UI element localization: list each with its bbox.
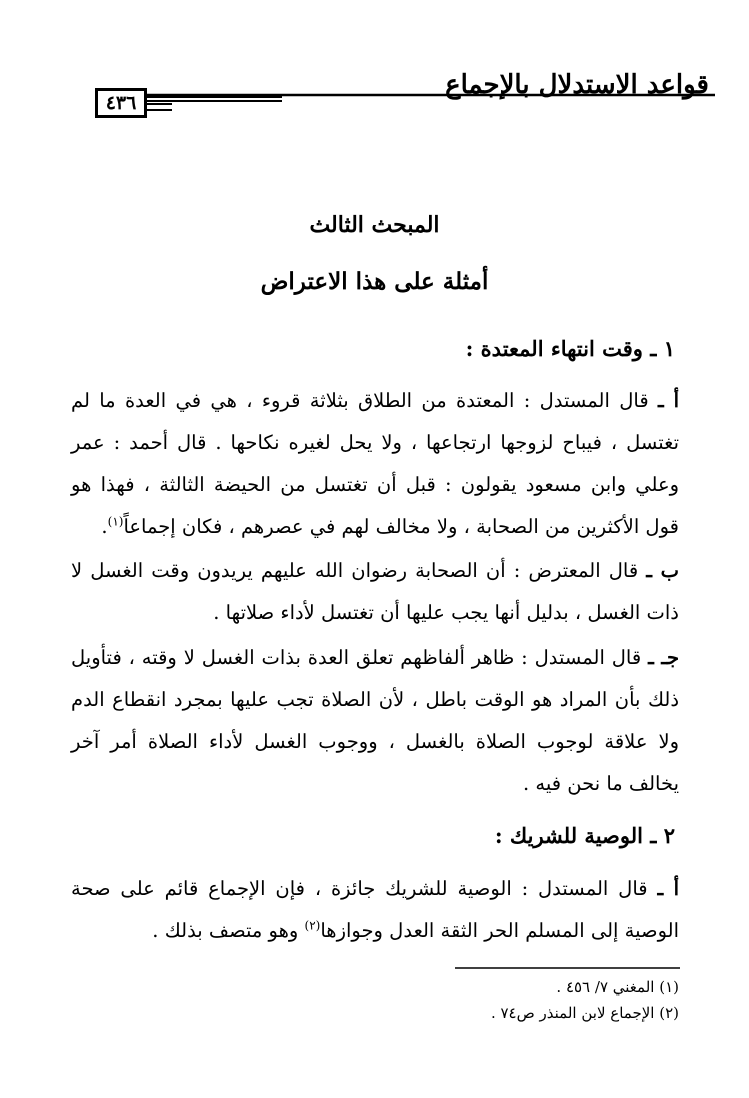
page-number: ٤٣٦	[95, 88, 147, 118]
footnote-1: (١) المغني ٧/ ٤٥٦ .	[556, 978, 679, 996]
chapter-heading: المبحث الثالث	[309, 212, 440, 238]
paragraph-text: قال المستدل : المعتدة من الطلاق بثلاثة قروء ، هي في العدة ما لم تغتسل ، فيباح لزوجها ارتجاعها ، ولا يحل لغيره نكاحها . قال أحمد : عمر وعلي وابن مسعود يقولون : قبل أن تغتسل من الحيضة الثالثة ، فهذا هو قول الأكثرين من الصحابة ، ولا مخالف لهم في عصرهم ، فكان إجماعاً	[71, 389, 679, 538]
chapter-subheading: أمثلة على هذا الاعتراض	[260, 268, 489, 295]
paragraph-text: قال المستدل : الوصية للشريك جائزة ، فإن الإجماع قائم على صحة الوصية إلى المسلم الحر الثقة العدل وجوازها	[71, 877, 679, 942]
paragraph-2a	[71, 868, 679, 952]
item-label: أ ـ	[657, 877, 680, 900]
footnote-ref[interactable]: (١)	[107, 514, 124, 529]
footnote-ref[interactable]: (٢)	[304, 918, 321, 933]
paragraph-text: قال المستدل : ظاهر ألفاظهم تعلق العدة بذات الغسل لا وقته ، فتأويل ذلك بأن المراد هو الوقت باطل ، لأن الصلاة تجب عليها بمجرد انقطاع الدم ولا علاقة لوجوب الصلاة بالغسل ، ووجوب الغسل لأداء الصلاة أمر آخر يخالف ما نحن فيه .	[71, 646, 679, 795]
page-header	[0, 0, 749, 130]
item-label: أ ـ	[657, 389, 680, 412]
paragraph-1b	[71, 550, 679, 634]
paragraph-1c	[71, 637, 679, 805]
item-label: جـ ـ	[648, 646, 679, 669]
paragraph-text: قال المعترض : أن الصحابة رضوان الله عليهم يريدون وقت الغسل لا ذات الغسل ، بدليل أنها يجب عليها أن تغتسل لأداء صلاتها .	[71, 559, 679, 624]
section-1-title: ١ ـ وقت انتهاء المعتدة :	[465, 336, 675, 361]
paragraph-tail: وهو متصف بذلك .	[152, 919, 305, 942]
running-title: قواعد الاستدلال بالإجماع	[445, 70, 709, 100]
paragraph-1a	[71, 380, 679, 548]
paragraph-tail: .	[101, 515, 108, 538]
footnote-2: (٢) الإجماع لابن المنذر ص٧٤ .	[490, 1004, 679, 1022]
item-label: ب ـ	[646, 559, 679, 582]
section-2-title: ٢ ـ الوصية للشريك :	[494, 823, 675, 848]
